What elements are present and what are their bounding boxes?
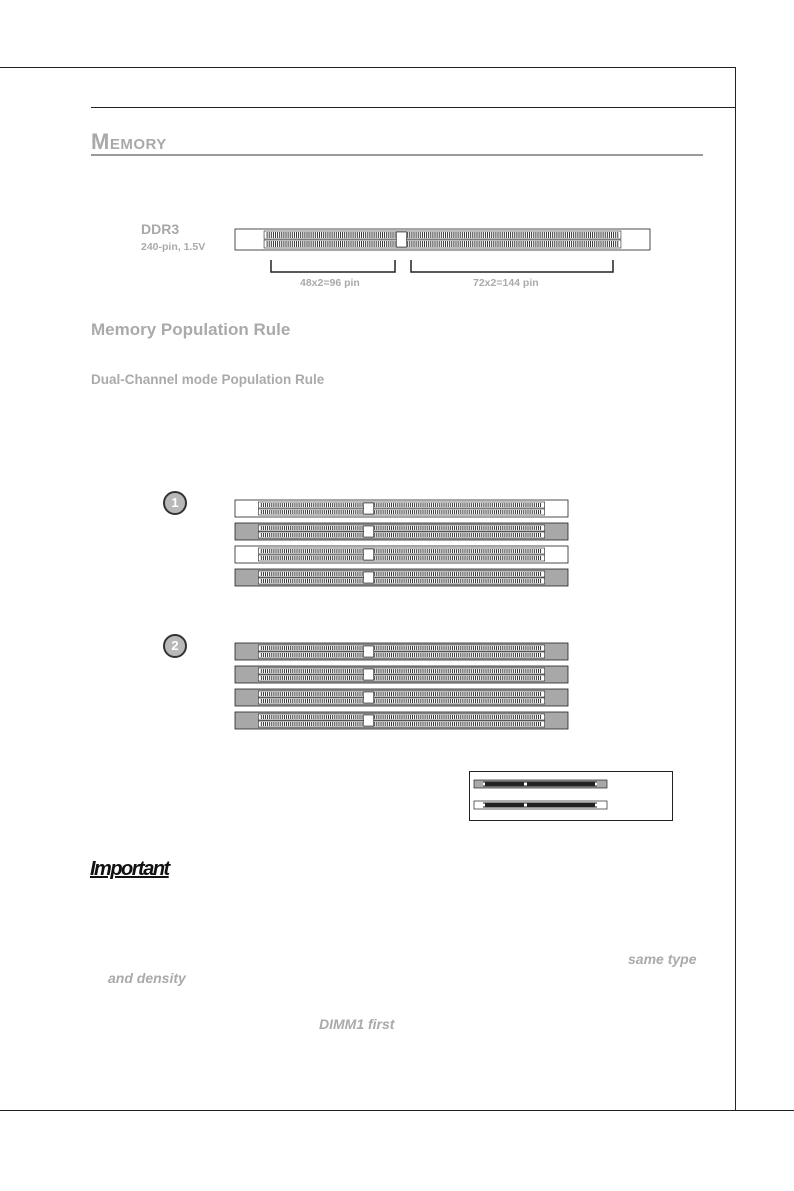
config-1-slot-2 <box>235 523 568 540</box>
legend-slots <box>474 779 608 811</box>
config-2-slot-1 <box>235 643 568 660</box>
ddr3-label: DDR3 <box>141 221 180 237</box>
config-1-slot-1 <box>235 500 568 517</box>
legend-slot-empty <box>474 801 607 809</box>
title-underline <box>91 154 703 156</box>
right-rule <box>735 67 736 1111</box>
config-2-badge: 2 <box>163 634 187 658</box>
header-rule <box>91 107 736 108</box>
config-2-slots <box>235 643 569 733</box>
config-1-slot-3 <box>235 546 568 563</box>
emphasis-and-density: and density <box>108 970 186 986</box>
bottom-rule <box>0 1110 794 1111</box>
dual-channel-heading: Dual-Channel mode Population Rule <box>91 372 325 387</box>
config-2-slot-4 <box>235 712 568 729</box>
ddr3-spec: 240-pin, 1.5V <box>141 241 206 253</box>
emphasis-same-type: same type <box>628 951 697 967</box>
ddr3-slot-diagram <box>235 229 651 251</box>
config-2-slot-2 <box>235 666 568 683</box>
page-title: Memory <box>91 129 167 154</box>
pin-brackets <box>270 260 615 274</box>
left-pin-count: 48x2=96 pin <box>300 277 360 289</box>
right-pin-count: 72x2=144 pin <box>473 277 539 289</box>
important-label: Important <box>90 858 169 880</box>
top-rule <box>0 67 736 68</box>
legend-slot-installed <box>474 780 607 788</box>
emphasis-dimm1-first: DIMM1 first <box>319 1016 395 1032</box>
config-1-badge: 1 <box>163 491 187 515</box>
config-1-slots <box>235 500 569 590</box>
population-heading: Memory Population Rule <box>91 320 291 339</box>
ddr3-slot <box>235 229 650 250</box>
config-2-slot-3 <box>235 689 568 706</box>
config-1-slot-4 <box>235 569 568 586</box>
